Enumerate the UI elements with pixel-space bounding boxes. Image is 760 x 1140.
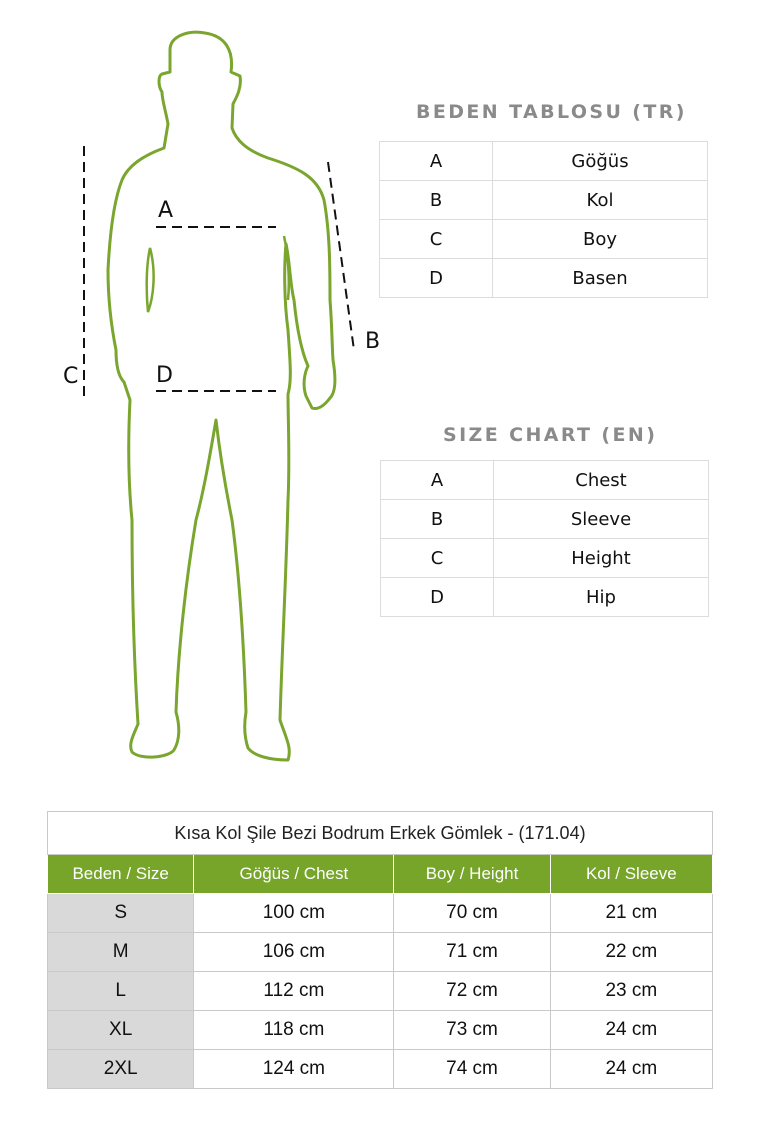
legend-en-table [380,460,709,617]
chest-cell: 100 cm [194,894,394,933]
legend-value: Kol [493,181,708,220]
legend-key: B [381,500,494,539]
size-cell: 2XL [48,1050,194,1089]
table-row [48,972,713,1011]
table-row [48,933,713,972]
legend-row [380,181,708,220]
sleeve-cell: 23 cm [550,972,712,1011]
size-cell: M [48,933,194,972]
left-arm-inner-line [147,248,154,312]
height-cell: 72 cm [394,972,550,1011]
legend-value: Basen [493,259,708,298]
height-cell: 74 cm [394,1050,550,1089]
body-measurement-figure [0,0,420,790]
header-height: Boy / Height [394,855,550,894]
size-table [47,811,713,1089]
label-c: C [63,364,79,389]
height-cell: 70 cm [394,894,550,933]
chest-cell: 106 cm [194,933,394,972]
legend-key: A [381,461,494,500]
body-outline [108,32,335,760]
table-row [48,1050,713,1089]
table-row [48,894,713,933]
legend-row [381,500,709,539]
legend-key: C [380,220,493,259]
legend-value: Boy [493,220,708,259]
legend-key: D [381,578,494,617]
sleeve-cell: 22 cm [550,933,712,972]
legend-key: D [380,259,493,298]
label-d: D [156,363,173,388]
legend-key: C [381,539,494,578]
sleeve-cell: 24 cm [550,1011,712,1050]
legend-key: A [380,142,493,181]
size-table-header [48,855,713,894]
body-outline-illustration [0,0,420,790]
legend-en-title: SIZE CHART (EN) [443,424,658,446]
legend-row [380,142,708,181]
label-a: A [158,198,174,223]
legend-value: Height [494,539,709,578]
legend-row [381,539,709,578]
header-sleeve: Kol / Sleeve [550,855,712,894]
size-cell: L [48,972,194,1011]
legend-value: Hip [494,578,709,617]
label-b: B [365,329,381,354]
legend-row [380,220,708,259]
legend-tr-title: BEDEN TABLOSU (TR) [416,101,687,123]
legend-value: Chest [494,461,709,500]
legend-value: Göğüs [493,142,708,181]
sleeve-cell: 21 cm [550,894,712,933]
size-cell: XL [48,1011,194,1050]
header-size: Beden / Size [48,855,194,894]
chest-cell: 112 cm [194,972,394,1011]
size-table-caption: Kısa Kol Şile Bezi Bodrum Erkek Gömlek - (171.04) [48,812,713,855]
chest-cell: 118 cm [194,1011,394,1050]
height-cell: 71 cm [394,933,550,972]
size-cell: S [48,894,194,933]
legend-row [381,578,709,617]
legend-row [381,461,709,500]
legend-tr-table [379,141,708,298]
height-cell: 73 cm [394,1011,550,1050]
legend-value: Sleeve [494,500,709,539]
chest-cell: 124 cm [194,1050,394,1089]
table-row [48,1011,713,1050]
legend-key: B [380,181,493,220]
legend-row [380,259,708,298]
header-chest: Göğüs / Chest [194,855,394,894]
sleeve-cell: 24 cm [550,1050,712,1089]
